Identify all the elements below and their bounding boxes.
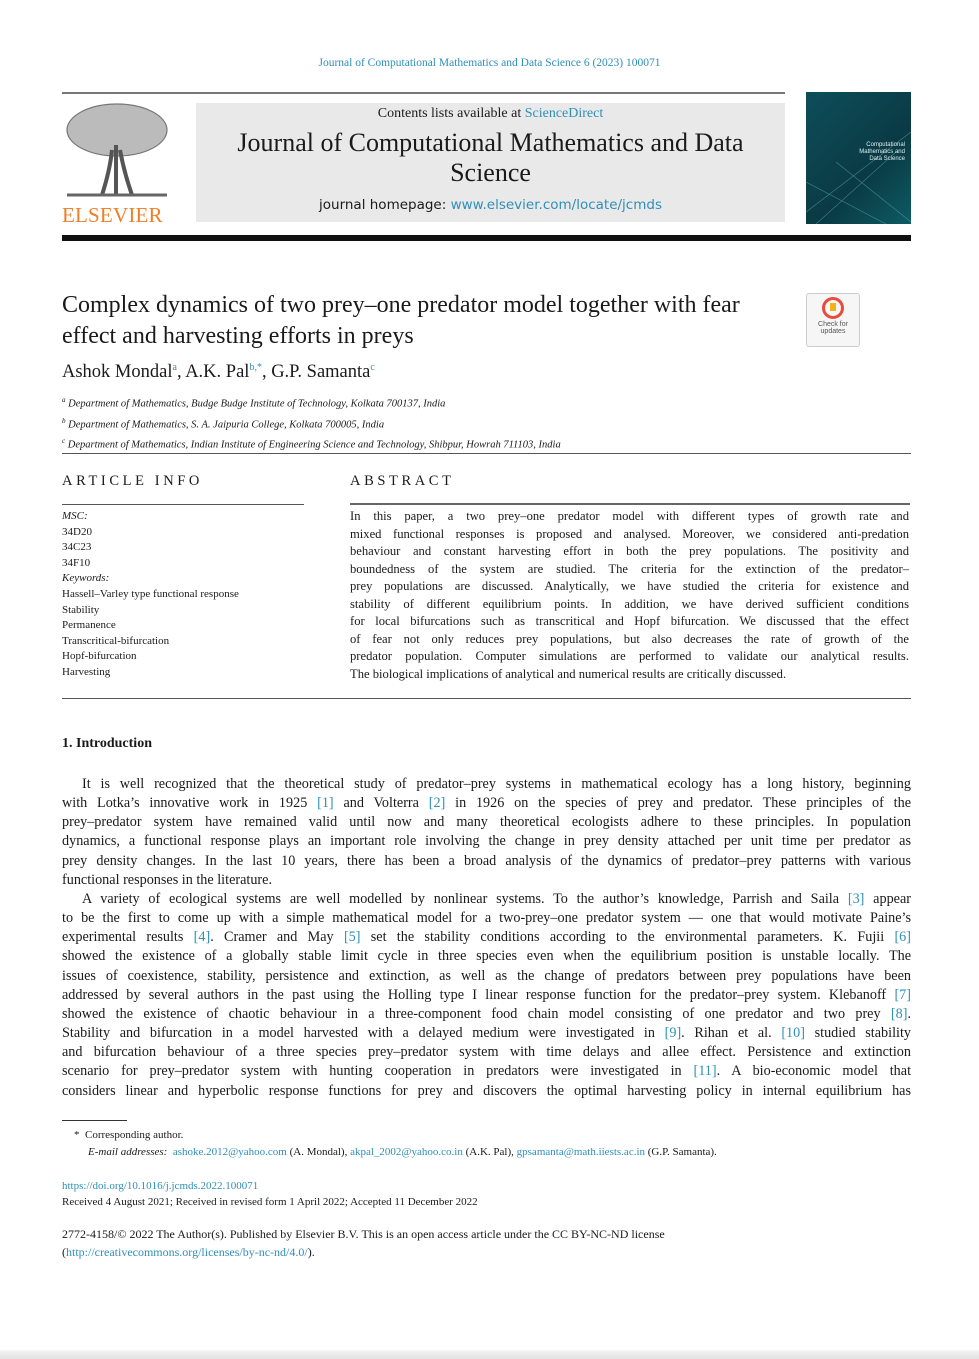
text-line: predator population. Computer simulations are performed to validate our analytical results. xyxy=(350,649,909,663)
article-info-heading: ARTICLE INFO xyxy=(62,473,204,489)
citation-link[interactable]: [8] xyxy=(890,1005,908,1022)
footnotes: * Corresponding author. E-mail addresses: ashoke.2012@yahoo.com (A. Mondal), akpal_2002@yahoo.co.in (A.K. Pal), gpsamanta@math.iiests.ac.in (G.P. Samanta). xyxy=(74,1129,717,1158)
text-line: prey populations are discussed. Analytically, we have studied the criteria for existence and xyxy=(350,579,909,593)
citation-link[interactable]: [3] xyxy=(847,890,865,907)
author-name: A.K. Pal xyxy=(185,362,250,383)
citation-link[interactable]: [5] xyxy=(343,929,361,946)
journal-cover-image xyxy=(806,92,911,224)
license-info: 2772-4158/© 2022 The Author(s). Published by Elsevier B.V. This is an open access article under the CC BY-NC-ND license (http://creativecommons.org/licenses/by-nc-nd/4.0/). xyxy=(62,1227,665,1259)
author-name: Ashok Mondal xyxy=(62,362,173,383)
text-line: It is well recognized that the theoretical study of predator–prey systems in mathematical ecology has a long history, beginning xyxy=(82,776,911,792)
text-line: mixed functional responses is proposed and analysed. Moreover, we considered anti-predation xyxy=(350,526,909,541)
page-bottom-edge xyxy=(0,1350,979,1359)
text-line: Stability and bifurcation in a model harvested with a delayed medium were investigated in [9]. Rihan et al. [10] studied stability xyxy=(62,1025,911,1042)
text-line: showed the existence of chaotic behaviour in a three-component food chain model consisting of one predator and two prey [8]. xyxy=(62,1005,911,1022)
text-line: prey density changes. In the last 10 years, there has been a broad analysis of the dynamics of predator–prey patterns with various xyxy=(62,852,911,869)
affiliations xyxy=(62,392,561,454)
text-line: considers linear and hyperbolic response functions for prey and discovers the optimal harvesting policy in internal equilibrium has xyxy=(62,1082,911,1099)
check-updates-label: Check for updates xyxy=(818,321,848,335)
msc-code: 34C23 xyxy=(62,541,92,554)
sciencedirect-link[interactable]: ScienceDirect xyxy=(524,106,604,121)
text-line: of fear not only reduces prey populations, but also decreases the rate of growth of the xyxy=(350,631,909,646)
license-link[interactable]: http://creativecommons.org/licenses/by-nc-nd/4.0/ xyxy=(66,1245,308,1259)
article-info xyxy=(62,509,239,681)
divider xyxy=(62,453,911,454)
divider xyxy=(350,503,910,505)
author-list: Ashok Mondal$^a$, A.K. Pal$^{b,*}$, G.P. Samanta$^c$ xyxy=(62,362,375,383)
affiliation: $^b$ Department of Mathematics, S. A. Jaipuria College, Kolkata 700005, India xyxy=(62,416,385,430)
citation-link[interactable]: [4] xyxy=(193,929,211,946)
text-line: A variety of ecological systems are well modelled by nonlinear systems. To the author’s knowledge, Parrish and Saila [3] appear xyxy=(82,890,911,907)
email-label: E-mail addresses: xyxy=(88,1146,168,1158)
keyword: Hassell–Varley type functional response xyxy=(62,587,239,600)
citation-link[interactable]: [1] xyxy=(317,795,334,812)
keyword: Stability xyxy=(62,603,100,616)
citation-link[interactable]: [2] xyxy=(428,795,446,812)
author-affiliation-mark[interactable]: c xyxy=(370,362,375,373)
text-line: with Lotka’s innovative work in 1925 [1] and Volterra [2] in 1926 on the species of prey and predator. These principles of the xyxy=(62,795,911,812)
text-line: The biological implications of analytical and numerical results are critically discussed. xyxy=(350,666,787,681)
citation-link[interactable]: [6] xyxy=(894,929,911,946)
journal-reference-link[interactable]: Journal of Computational Mathematics and Data Science 6 (2023) 100071 xyxy=(318,57,661,69)
text-line: In this paper, a two prey–one predator model with different types of growth rate and xyxy=(350,509,909,523)
affiliation: $^a$ Department of Mathematics, Budge Budge Institute of Technology, Kolkata 700137, India xyxy=(62,396,446,410)
received-dates: Received 4 August 2021; Received in revised form 1 April 2022; Accepted 11 December 2022 xyxy=(62,1196,478,1208)
affiliation: $^c$ Department of Mathematics, Indian Institute of Engineering Science and Technology, Shibpur, Howrah 711103, India xyxy=(62,437,561,451)
journal-header-box xyxy=(196,103,785,222)
text-line: showed the existence of a globally stable limit cycle in three species even when the equilibrium position is unstable locally. The xyxy=(62,948,911,965)
footnote-divider xyxy=(62,1120,127,1121)
text-line: for local bifurcations such as transcritical and Hopf bifurcation. We discussed that the effect xyxy=(350,614,909,628)
homepage-label: journal homepage: xyxy=(319,197,451,213)
abstract-heading: ABSTRACT xyxy=(350,473,455,489)
article-title: Complex dynamics of two prey–one predator model together with fear effect and harvesting efforts in preys xyxy=(62,292,740,349)
email-link[interactable]: gpsamanta@math.iiests.ac.in xyxy=(516,1146,646,1158)
keyword: Harvesting xyxy=(62,665,111,678)
author-affiliation-mark[interactable]: a xyxy=(172,362,177,373)
journal-title: Journal of Computational Mathematics and Data Science xyxy=(237,128,744,187)
msc-code: 34D20 xyxy=(62,525,92,538)
text-line: scenario for prey–predator system with hunting cooperation in predators were investigated in [11]. A bio-economic model that xyxy=(62,1063,911,1080)
footnote-mark: * xyxy=(74,1129,80,1141)
homepage-link[interactable]: www.elsevier.com/locate/jcmds xyxy=(450,197,662,213)
keyword: Hopf-bifurcation xyxy=(62,650,137,663)
text-line: to be the first to come up with a simple mathematical model for a two-prey–one predator system — one that would motivate Paine’s xyxy=(62,910,911,927)
corresponding-author-note: Corresponding author. xyxy=(85,1129,184,1141)
doi-link[interactable]: https://doi.org/10.1016/j.jcmds.2022.100071 xyxy=(62,1180,259,1192)
license-text: 2772-4158/© 2022 The Author(s). Published by Elsevier B.V. This is an open access article under the CC BY-NC-ND license xyxy=(62,1227,665,1241)
author-name: G.P. Samanta xyxy=(271,362,371,383)
publication-info xyxy=(62,1178,478,1210)
text-line: behaviour and constant harvesting effort in both the prey populations. The positivity and xyxy=(350,544,909,558)
text-line: functional responses in the literature. xyxy=(62,871,272,888)
check-for-updates-button[interactable] xyxy=(806,293,860,347)
divider xyxy=(62,698,911,699)
msc-label: MSC: xyxy=(62,510,88,522)
email-link[interactable]: ashoke.2012@yahoo.com xyxy=(172,1146,287,1158)
author-affiliation-mark[interactable]: b,* xyxy=(249,362,262,373)
text-line: stability of different equilibrium points. In addition, we have derived sufficient conditions xyxy=(350,596,909,611)
citation-link[interactable]: [7] xyxy=(894,986,911,1003)
text-line: and bifurcation behaviour of a three species prey–predator system with time delays and allee effect. Persistence and extinction xyxy=(62,1044,911,1061)
email-link[interactable]: akpal_2002@yahoo.co.in xyxy=(350,1146,463,1158)
header-bar xyxy=(62,235,911,241)
keywords-label: Keywords: xyxy=(62,572,110,585)
bookmark-icon xyxy=(822,297,844,319)
citation-link[interactable]: [11] xyxy=(693,1063,717,1080)
citation-link[interactable]: [10] xyxy=(781,1025,805,1042)
text-line: boundedness of the system are studied. The criteria for the extinction of the predator– xyxy=(350,561,909,576)
divider xyxy=(62,92,785,94)
introduction-text xyxy=(62,775,911,1101)
text-line: prey–predator system have remained valid until now and many theoretical ecologists adhere to these principles. In population xyxy=(62,814,911,831)
keyword: Permanence xyxy=(62,619,116,632)
keyword: Transcritical-bifurcation xyxy=(62,634,170,647)
divider xyxy=(62,504,304,505)
elsevier-wordmark: ELSEVIER xyxy=(62,203,163,227)
section-heading-introduction: 1. Introduction xyxy=(62,736,152,751)
msc-code: 34F10 xyxy=(62,556,91,569)
text-line: addressed by several authors in the past using the Holling type I linear response function for the predator–prey system. Klebanoff [7] xyxy=(62,986,911,1003)
text-line: issues of coexistence, stability, persistence and extinction, as well as the change of predators between prey populations have been xyxy=(62,967,911,984)
contents-label: Contents lists available at xyxy=(377,106,525,121)
abstract-text xyxy=(350,508,909,683)
citation-link[interactable]: [9] xyxy=(664,1025,682,1042)
text-line: dynamics, a functional response plays an important role involving the change in prey density attached per unit time per predator as xyxy=(62,833,911,850)
cover-title: Computational Mathematics and Data Science xyxy=(859,142,905,162)
text-line: experimental results [4]. Cramer and May [5] set the stability conditions according to the environmental parameters. K. Fujii [6] xyxy=(62,929,911,946)
